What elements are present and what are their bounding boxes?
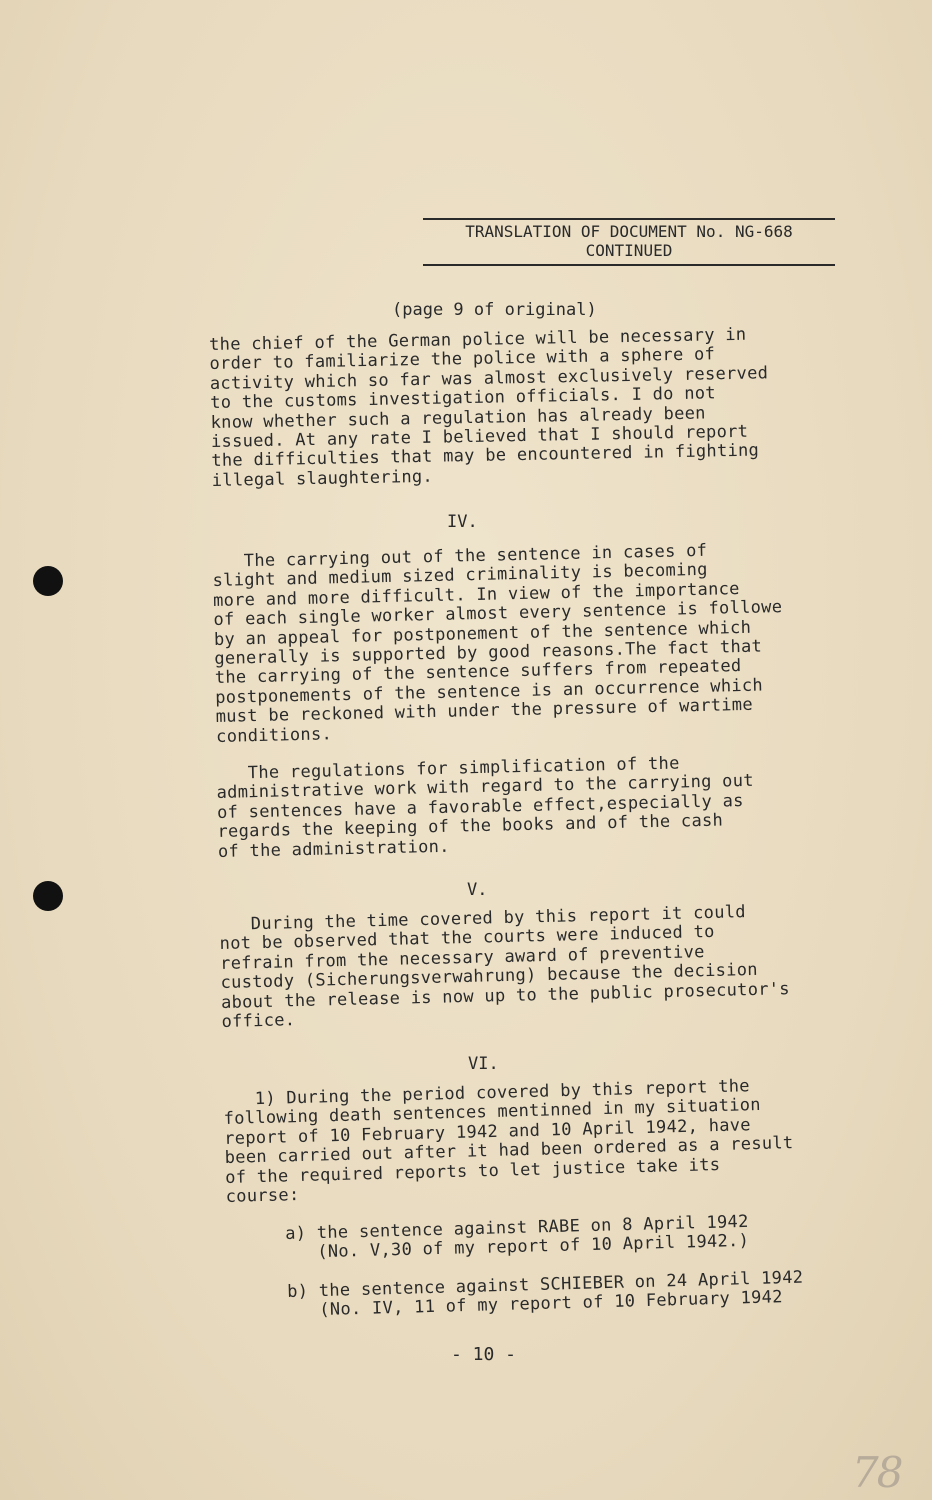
page-reference: (page 9 of original) xyxy=(392,300,597,320)
paragraph-5: 1) During the period covered by this report the following death sentences mentinned in my situation report of 10 February 1942 and 10 April 1942, have been carried out after it had been ordered as a result of the required reports to let justice take its course: xyxy=(222,1076,794,1207)
page-number: - 10 - xyxy=(451,1344,517,1365)
handwritten-page-number: 78 xyxy=(852,1448,902,1497)
document-header xyxy=(423,218,835,266)
section-heading-vi: VI. xyxy=(468,1054,499,1074)
header-continued: CONTINUED xyxy=(585,241,673,260)
paragraph-3: The regulations for simplification of the administrative work with regard to the carrying out of sentences have a favorable effect,especially as regards the keeping of the books and of the cash of the administration. xyxy=(215,753,755,862)
header-title: TRANSLATION OF DOCUMENT No. NG-668 xyxy=(465,222,793,241)
punch-hole-bottom xyxy=(33,881,63,911)
list-item-a: a) the sentence against RABE on 8 April 1942 (No. V,30 of my report of 10 April 1942.) xyxy=(284,1211,750,1264)
list-item-b: b) the sentence against SCHIEBER on 24 April 1942 (No. IV, 11 of my report of 10 February 1942 xyxy=(286,1267,804,1322)
section-heading-v: V. xyxy=(467,880,488,900)
paragraph-4: During the time covered by this report it could not be observed that the courts were induced to refrain from the necessary award of preventive custody (Sicherungsverwahrung) because the decision about the release is now up to the public prosecutor's office. xyxy=(218,902,791,1032)
section-heading-iv: IV. xyxy=(447,512,478,532)
paragraph-2: The carrying out of the sentence in cases of slight and medium sized criminality is becoming more and more difficult. In view of the importance of each single worker almost every sentence is followe by an appeal for postponement of the sentence which generally is supported by good reasons.The fact that the carrying of the sentence suffers from repeated postponements of the sentence is an occurrence which must be reckoned with under the pressure of wartime conditions. xyxy=(211,540,783,747)
paragraph-1: the chief of the German police will be necessary in order to familiarize the police with a sphere of activity which so far was almost exclusively reserved to the customs investigation officials. I do not know whether such a regulation has already been issued. At any rate I believed that I should report the difficulties that may be encountered in fighting illegal slaughtering. xyxy=(208,324,769,491)
punch-hole-top xyxy=(33,566,63,596)
